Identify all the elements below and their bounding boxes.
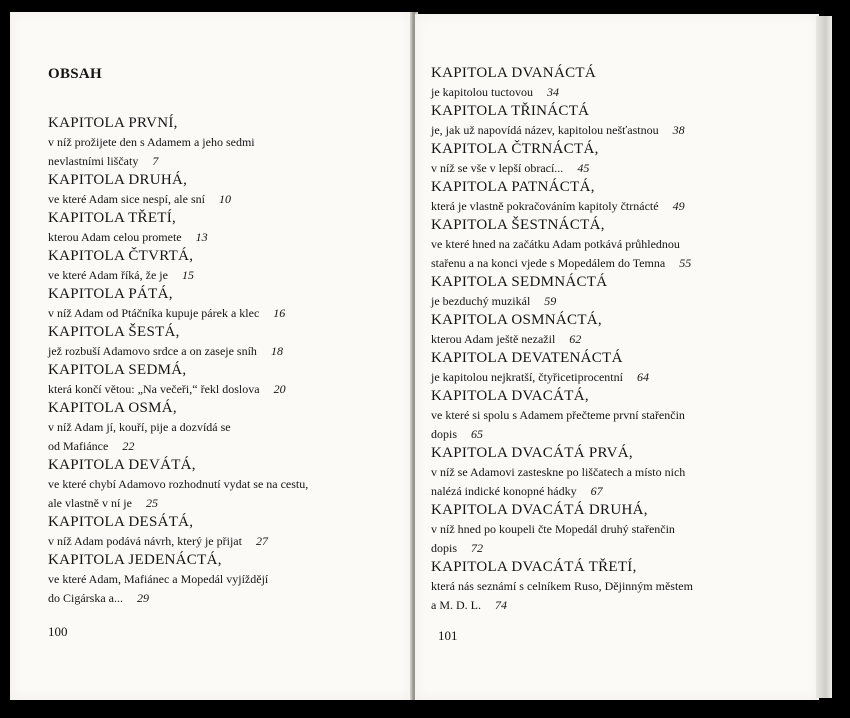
chapter-description-text: od Mafiánce [48,439,109,453]
chapter-description [48,532,393,551]
chapter-description [431,197,781,216]
page-number-left: 100 [48,624,68,639]
chapter-description-text: do Cigárska a... [48,591,123,605]
chapter-page: 49 [672,199,685,213]
chapter-description [48,342,393,361]
chapter-page: 13 [195,230,208,244]
toc-entry [48,114,393,171]
chapter-description-text: nalézá indické konopné hádky [431,484,577,498]
chapter-description [48,304,393,323]
chapter-description-text: dopis [431,541,458,555]
chapter-title: KAPITOLA DVANÁCTÁ [431,65,596,81]
chapter-page: 62 [569,332,582,346]
chapter-title: KAPITOLA ČTVRTÁ, [48,248,194,264]
chapter-page: 38 [672,123,685,137]
toc-entry [431,140,781,178]
chapter-description-text: ve které Adam, Mafiánec a Mopedál vyjíždějí [48,572,269,586]
toc-entry [431,501,781,558]
chapter-page: 16 [273,306,286,320]
chapter-description-text: ve které si spolu s Adamem přečteme první stařenčin [431,408,685,422]
toc-entry [48,247,393,285]
chapter-description [431,425,781,444]
chapter-page: 65 [471,427,484,441]
chapter-description-text: která končí větou: „Na večeři,“ řekl doslova [48,382,260,396]
chapter-description [48,266,393,285]
chapter-page: 22 [122,439,135,453]
chapter-page: 27 [255,534,268,548]
chapter-description-text: ve které Adam sice nespí, ale sní [48,192,205,206]
toc-entry [48,361,393,399]
chapter-page: 20 [273,382,286,396]
chapter-description [431,83,781,102]
chapter-description [431,368,781,387]
left-page [10,12,412,700]
chapter-title: KAPITOLA OSMNÁCTÁ, [431,312,602,328]
chapter-page: 74 [495,598,507,612]
chapter-title: KAPITOLA TŘETÍ, [48,210,177,226]
chapter-description [431,577,781,596]
toc-entry [431,273,781,311]
chapter-description-text: a M. D. L. [431,598,481,612]
toc-entry [48,551,393,608]
chapter-description [431,482,781,501]
chapter-description-text: je kapitolou tuctovou [431,85,533,99]
toc-entry [48,209,393,247]
chapter-description-text: v níž prožijete den s Adamem a jeho sedmi [48,135,255,149]
chapter-page: 15 [181,268,194,282]
chapter-description-text: která nás seznámí s celníkem Ruso, Dějinným městem [431,579,693,593]
chapter-description [48,190,393,209]
toc-right [431,64,781,615]
chapter-title: KAPITOLA SEDMÁ, [48,362,187,378]
chapter-description-text: nevlastními liščaty [48,154,139,168]
chapter-description-text: stařenu a na konci vjede s Mopedálem do Temna [431,256,666,270]
toc-entry [48,171,393,209]
toc-entry [431,64,781,102]
chapter-description [48,228,393,247]
chapter-description [431,539,781,558]
chapter-title: KAPITOLA DVACÁTÁ DRUHÁ, [431,502,648,518]
toc-entry [48,399,393,456]
chapter-page: 67 [590,484,603,498]
chapter-description [48,418,393,437]
chapter-title: KAPITOLA ŠESTNÁCTÁ, [431,217,605,233]
chapter-title: KAPITOLA DESÁTÁ, [48,514,194,530]
contents-heading: OBSAH [48,66,103,82]
chapter-page: 55 [679,256,692,270]
chapter-page: 18 [270,344,283,358]
chapter-description [431,520,781,539]
chapter-description-text: je bezduchý muzikál [431,294,531,308]
chapter-description [48,437,393,456]
chapter-title: KAPITOLA JEDENÁCTÁ, [48,552,222,568]
chapter-description [431,235,781,254]
chapter-page: 34 [546,85,559,99]
chapter-description-text: je, jak už napovídá název, kapitolou nešťastnou [431,123,659,137]
chapter-description-text: ve které hned na začátku Adam potkává průhlednou [431,237,680,251]
chapter-description-text: jež rozbuší Adamovo srdce a on zaseje sníh [48,344,257,358]
chapter-description [431,159,781,178]
chapter-description-text: ve které Adam říká, že je [48,268,168,282]
chapter-title: KAPITOLA DEVÁTÁ, [48,457,196,473]
page-edges [816,16,832,698]
chapter-title: KAPITOLA PÁTÁ, [48,286,173,302]
chapter-title: KAPITOLA OSMÁ, [48,400,177,416]
toc-entry [431,178,781,216]
toc-entry [431,216,781,273]
chapter-description [431,121,781,140]
chapter-page: 25 [145,496,158,510]
chapter-description-text: je kapitolou nejkratší, čtyřicetiprocentní [431,370,623,384]
chapter-description-text: v níž hned po koupeli čte Mopedál druhý stařenčin [431,522,675,536]
chapter-description-text: v níž Adam podává návrh, který je přijat [48,534,242,548]
chapter-description [431,292,781,311]
chapter-page: 29 [136,591,149,605]
chapter-description-text: ale vlastně v ní je [48,496,132,510]
chapter-page: 59 [544,294,557,308]
toc-left [48,114,393,608]
chapter-description-text: v níž se Adamovi zasteskne po liščatech a místo nich [431,465,686,479]
chapter-title: KAPITOLA SEDMNÁCTÁ [431,274,608,290]
chapter-description-text: dopis [431,427,458,441]
chapter-description-text: v níž Adam od Ptáčníka kupuje párek a klec [48,306,260,320]
chapter-description-text: kterou Adam celou promete [48,230,182,244]
chapter-title: KAPITOLA DVACÁTÁ, [431,388,589,404]
toc-entry [48,456,393,513]
chapter-description [48,152,393,171]
chapter-description [48,380,393,399]
chapter-title: KAPITOLA PRVNÍ, [48,115,178,131]
toc-entry [48,513,393,551]
chapter-page: 64 [636,370,649,384]
chapter-title: KAPITOLA TŘINÁCTÁ [431,103,590,119]
toc-entry [431,387,781,444]
toc-entry [431,349,781,387]
chapter-description [48,494,393,513]
chapter-title: KAPITOLA PATNÁCTÁ, [431,179,595,195]
toc-entry [431,558,781,615]
chapter-title: KAPITOLA DEVATENÁCTÁ [431,350,623,366]
chapter-description-text: která je vlastně pokračováním kapitoly čtrnácté [431,199,659,213]
toc-entry [431,311,781,349]
chapter-title: KAPITOLA DVACÁTÁ PRVÁ, [431,445,633,461]
chapter-description-text: kterou Adam ještě nezažil [431,332,556,346]
chapter-page: 45 [577,161,590,175]
toc-entry [431,102,781,140]
chapter-description-text: v níž se vše v lepší obrací... [431,161,564,175]
toc-entry [48,323,393,361]
chapter-page: 72 [471,541,484,555]
chapter-description [431,330,781,349]
chapter-description-text: v níž Adam jí, kouří, pije a dozvídá se [48,420,231,434]
page-number-right: 101 [438,628,458,643]
toc-entry [48,285,393,323]
chapter-page: 10 [218,192,231,206]
chapter-description [431,596,781,615]
chapter-description [431,406,781,425]
chapter-description-text: ve které chybí Adamovo rozhodnutí vydat se na cestu, [48,477,309,491]
chapter-description [48,589,393,608]
chapter-title: KAPITOLA ŠESTÁ, [48,324,180,340]
chapter-title: KAPITOLA DRUHÁ, [48,172,188,188]
chapter-description [48,475,393,494]
chapter-title: KAPITOLA DVACÁTÁ TŘETÍ, [431,559,637,575]
right-page [415,14,819,700]
chapter-title: KAPITOLA ČTRNÁCTÁ, [431,141,599,157]
toc-entry [431,444,781,501]
chapter-description [48,570,393,589]
chapter-description [431,463,781,482]
chapter-description [431,254,781,273]
chapter-description [48,133,393,152]
chapter-page: 7 [152,154,159,168]
